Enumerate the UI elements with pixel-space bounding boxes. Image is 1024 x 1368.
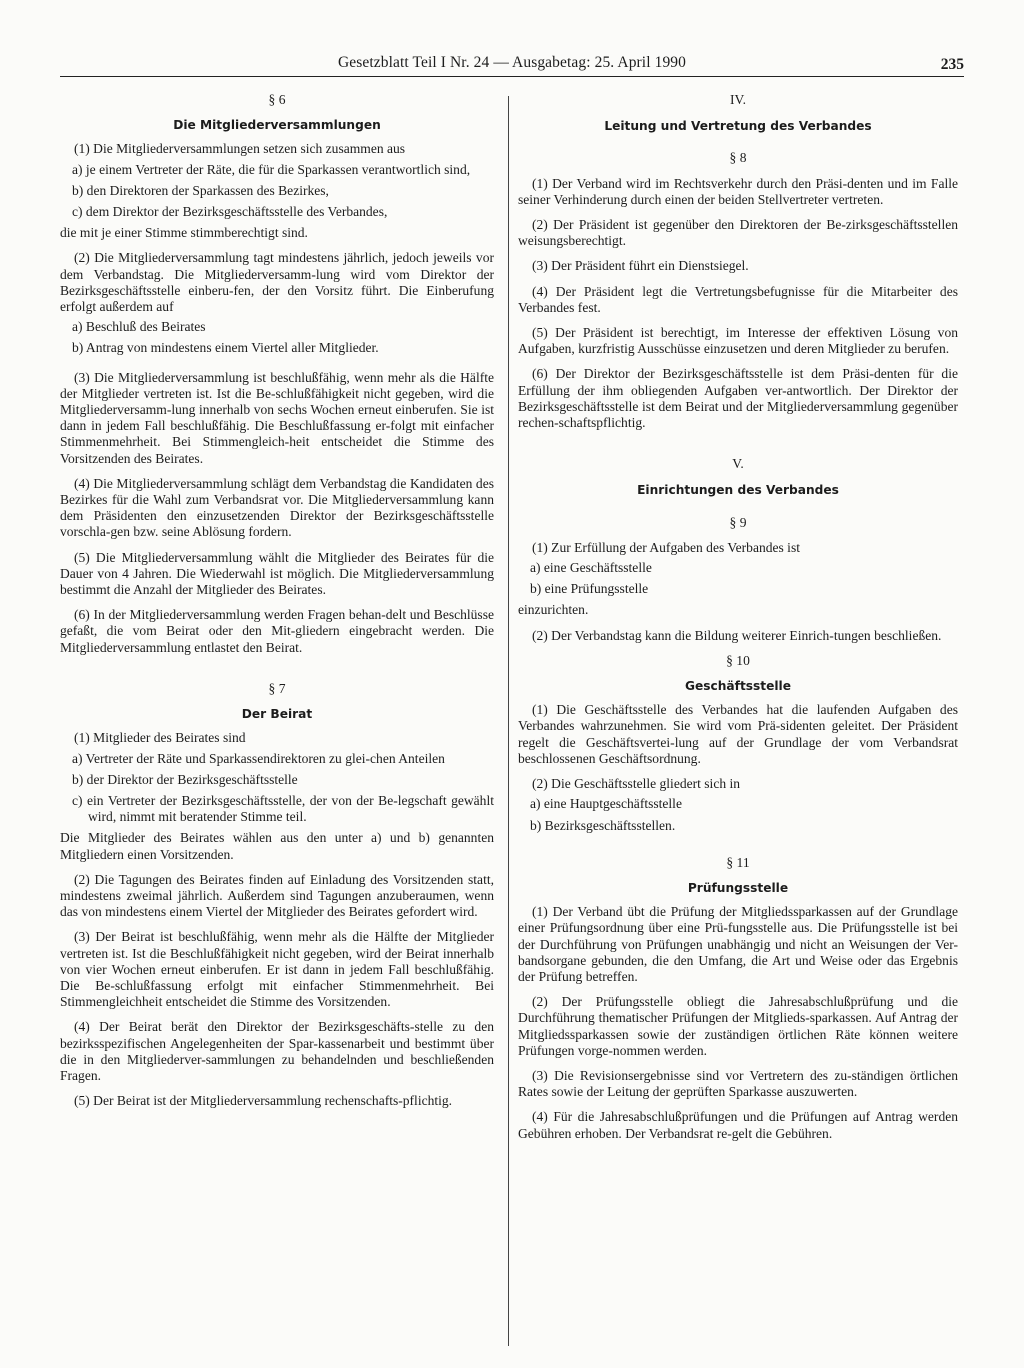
paragraph: (1) Der Verband übt die Prüfung der Mitgliedssparkassen auf der Grundlage einer Prüfungsordnung über eine Prü-fungsstelle aus. Die Prüfungsstelle ist bei der Durchführung von Prüfungen unabhängig und nicht an Weisungen der Ver-bandsorgane gebunden, die den Umfang, die Art und Weise oder das Ergebnis der Prüfung betreffen. <box>518 904 958 984</box>
section-title: Die Mitgliederversammlungen <box>173 118 381 133</box>
right-column <box>518 92 958 1151</box>
paragraph: (1) Mitglieder des Beirates sind <box>74 730 246 746</box>
chapter-title: Leitung und Vertretung des Verbandes <box>604 119 872 134</box>
list-item: a) Vertreter der Räte und Sparkassendirektoren zu glei-chen Anteilen <box>72 750 445 766</box>
left-column <box>60 92 494 1118</box>
paragraph: (4) Der Beirat berät den Direktor der Bezirksgeschäfts-stelle zu den bezirksspezifischen Angelegenheiten der Spar-kassenarbeit und bestimmt über die in den Mitgliederver-sammlungen zu behandelnden und beschließenden Fragen. <box>60 1019 494 1083</box>
chapter-number: V. <box>732 456 744 472</box>
paragraph: (5) Der Präsident ist berechtigt, im Interesse der effektiven Lösung von Aufgaben, kurzfristig Ausschüsse einzusetzen und deren Mitglieder zu berufen. <box>518 325 958 357</box>
section-11 <box>518 855 958 1142</box>
paragraph: (5) Der Beirat ist der Mitgliederversammlung rechenschafts-pflichtig. <box>74 1093 453 1109</box>
section-number: § 7 <box>268 680 286 696</box>
list-item: b) den Direktoren der Sparkassen des Bezirkes, <box>72 182 329 198</box>
section-number: § 8 <box>729 150 747 166</box>
paragraph: (5) Die Mitgliederversammlung wählt die Mitglieder des Beirates für die Dauer von 4 Jahren. Die Wiederwahl ist möglich. Die Mitgliederversammlung bestimmt die Anzahl der Mitglieder des Beirates. <box>60 549 494 598</box>
page-header <box>60 54 964 76</box>
section-number: § 10 <box>726 652 750 668</box>
section-title: Prüfungsstelle <box>687 880 789 895</box>
paragraph: (2) Der Prüfungsstelle obliegt die Jahresabschlußprüfung und die Durchführung thematischer Prüfungen der Mitglieds-sparkassen. Auf Antrag der Mitgliedssparkassen sowie der zuständigen örtlichen Räte können weitere Prüfungen vorge-nommen werden. <box>518 994 958 1058</box>
header-rule <box>60 76 964 77</box>
paragraph: (3) Der Präsident führt ein Dienstsiegel. <box>532 258 749 274</box>
chapter-5 <box>518 456 958 498</box>
paragraph: (1) Die Geschäftsstelle des Verbandes hat die laufenden Aufgaben des Verbandes wahrzunehmen. Sie wird vom Prä-sidenten geleitet. Der Präsident regelt die Geschäftsvertei-lung auf der Grundlage der vom Verbandsrat beschlossenen Geschäftsordnung. <box>518 702 958 766</box>
section-title: Der Beirat <box>241 707 313 722</box>
paragraph: (2) Der Präsident ist gegenüber den Direktoren der Be-zirksgeschäftsstellen weisungsberechtigt. <box>518 217 958 249</box>
list-item: c) ein Vertreter der Bezirksgeschäftsstelle, der von der Be-legschaft gewählt wird, nimmt mit beratender Stimme teil. <box>72 792 494 825</box>
paragraph: (3) Die Revisionsergebnisse sind vor Vertretern des zu-ständigen örtlichen Rates sowie der Leitung der geprüften Sparkasse auszuwerten. <box>518 1067 958 1100</box>
column-divider <box>508 96 509 1346</box>
paragraph: (4) Für die Jahresabschlußprüfungen und die Prüfungen auf Antrag werden Gebühren erhoben. Der Verbandsrat re-gelt die Gebühren. <box>518 1109 958 1141</box>
paragraph-continuation: die mit je einer Stimme stimmberechtigt sind. <box>60 225 308 241</box>
chapter-number: IV. <box>730 92 746 107</box>
paragraph: (6) Der Direktor der Bezirksgeschäftsstelle ist dem Präsi-denten für die Erfüllung der ihm obliegenden Aufgaben ver-antwortlich. Der Direktor der Bezirksgeschäftsstelle ist dem Beirat und der Mitgliederversammlung gegenüber rechen-schaftspflichtig. <box>518 366 958 431</box>
paragraph: (1) Zur Erfüllung der Aufgaben des Verbandes ist <box>532 539 800 555</box>
paragraph: (2) Die Geschäftsstelle gliedert sich in <box>532 776 741 792</box>
section-6 <box>60 92 494 656</box>
paragraph: (3) Der Beirat ist beschlußfähig, wenn mehr als die Hälfte der Mitglieder vertreten ist. Ist die Beschlußfähigkeit nicht gegeben, wird der Beirat innerhalb von vier Wochen erneut einberufen. Er ist dann in jedem Fall beschlußfähig. Die Be-schlußfassung erfolgt mit einfacher Stimmenmehrheit. Bei Stimmengleichheit entscheidet die Stimme des Vorsitzenden. <box>60 929 494 1010</box>
list-item: b) Bezirksgeschäftsstellen. <box>530 817 676 833</box>
chapter-title: Einrichtungen des Verbandes <box>637 483 839 498</box>
paragraph: (1) Die Mitgliederversammlungen setzen sich zusammen aus <box>74 141 406 157</box>
list-item: a) je einem Vertreter der Räte, die für die Sparkassen verantwortlich sind, <box>72 161 471 177</box>
section-number: § 11 <box>726 854 750 870</box>
section-9 <box>518 515 958 644</box>
list-item: a) eine Geschäftsstelle <box>530 560 652 576</box>
list-item: b) der Direktor der Bezirksgeschäftsstelle <box>72 771 298 787</box>
section-7 <box>60 681 494 1109</box>
gazette-title: Gesetzblatt Teil I Nr. 24 — Ausgabetag: 25. April 1990 <box>338 54 686 71</box>
paragraph: (4) Die Mitgliederversammlung schlägt dem Verbandstag die Kandidaten des Bezirkes für die Wahl zum Verbandsrat vor. Die Mitgliederversammlung kann dem Präsidenten den einzusetzenden Direktor der Bezirksgeschäftsstelle vorschla-gen bzw. seine Ablösung fordern. <box>60 475 494 540</box>
paragraph: (1) Der Verband wird im Rechtsverkehr durch den Präsi-denten und im Falle seiner Verhinderung durch einen der beiden Stellvertreter vertreten. <box>518 175 958 207</box>
paragraph-continuation: Die Mitglieder des Beirates wählen aus den unter a) und b) genannten Mitgliedern einen Vorsitzenden. <box>60 830 494 862</box>
chapter-4 <box>518 92 958 134</box>
section-10 <box>518 653 958 834</box>
list-item: a) Beschluß des Beirates <box>72 319 206 335</box>
paragraph: (2) Der Verbandstag kann die Bildung weiterer Einrich-tungen beschließen. <box>532 627 942 643</box>
paragraph: (2) Die Mitgliederversammlung tagt mindestens jährlich, jedoch jeweils vor dem Verbandstag. Die Mitgliederversamm-lung wird vom Direktor der Bezirksgeschäftsstelle einberu-fen, der den Vorsitz führt. Die Einberufung erfolgt außerdem auf <box>60 250 494 315</box>
list-item: b) eine Prüfungsstelle <box>530 581 649 597</box>
page-number: 235 <box>940 56 964 73</box>
paragraph-continuation: einzurichten. <box>518 602 589 618</box>
section-8 <box>518 150 958 431</box>
paragraph: (2) Die Tagungen des Beirates finden auf Einladung des Vorsitzenden statt, mindestens zweimal jährlich. Außerdem sind Tagungen anzuberaumen, wenn das von mindestens einem Viertel der Mitglieder des Beirates gefordert wird. <box>60 871 494 920</box>
section-number: § 9 <box>729 514 747 530</box>
list-item: c) dem Direktor der Bezirksgeschäftsstelle des Verbandes, <box>72 204 388 220</box>
paragraph: (3) Die Mitgliederversammlung ist beschlußfähig, wenn mehr als die Hälfte der Mitglieder vertreten ist. Ist die Be-schlußfähigkeit nicht gegeben, wird die Mitgliederversamm-lung innerhalb von sechs Wochen erneut einberufen. Sie ist dann in jedem Fall beschlußfähig. Die Beschlußfassung er-folgt mit einfacher Stimmenmehrheit. Bei Stimmengleich-heit entscheidet die Stimme des Vorsitzenden des Beirates. <box>60 369 494 466</box>
list-item: a) eine Hauptgeschäftsstelle <box>530 796 682 812</box>
paragraph: (6) In der Mitgliederversammlung werden Fragen behan-delt und Beschlüsse gefaßt, die vom Beirat oder den Mit-gliedern eingebracht werden. Die Mitgliederversammlung entlastet den Beirat. <box>60 607 494 655</box>
section-number: § 6 <box>268 92 286 107</box>
section-title: Geschäftsstelle <box>685 679 791 694</box>
list-item: b) Antrag von mindestens einem Viertel aller Mitglieder. <box>72 340 379 356</box>
paragraph: (4) Der Präsident legt die Vertretungsbefugnisse für die Mitarbeiter des Verbandes fest. <box>518 283 958 315</box>
